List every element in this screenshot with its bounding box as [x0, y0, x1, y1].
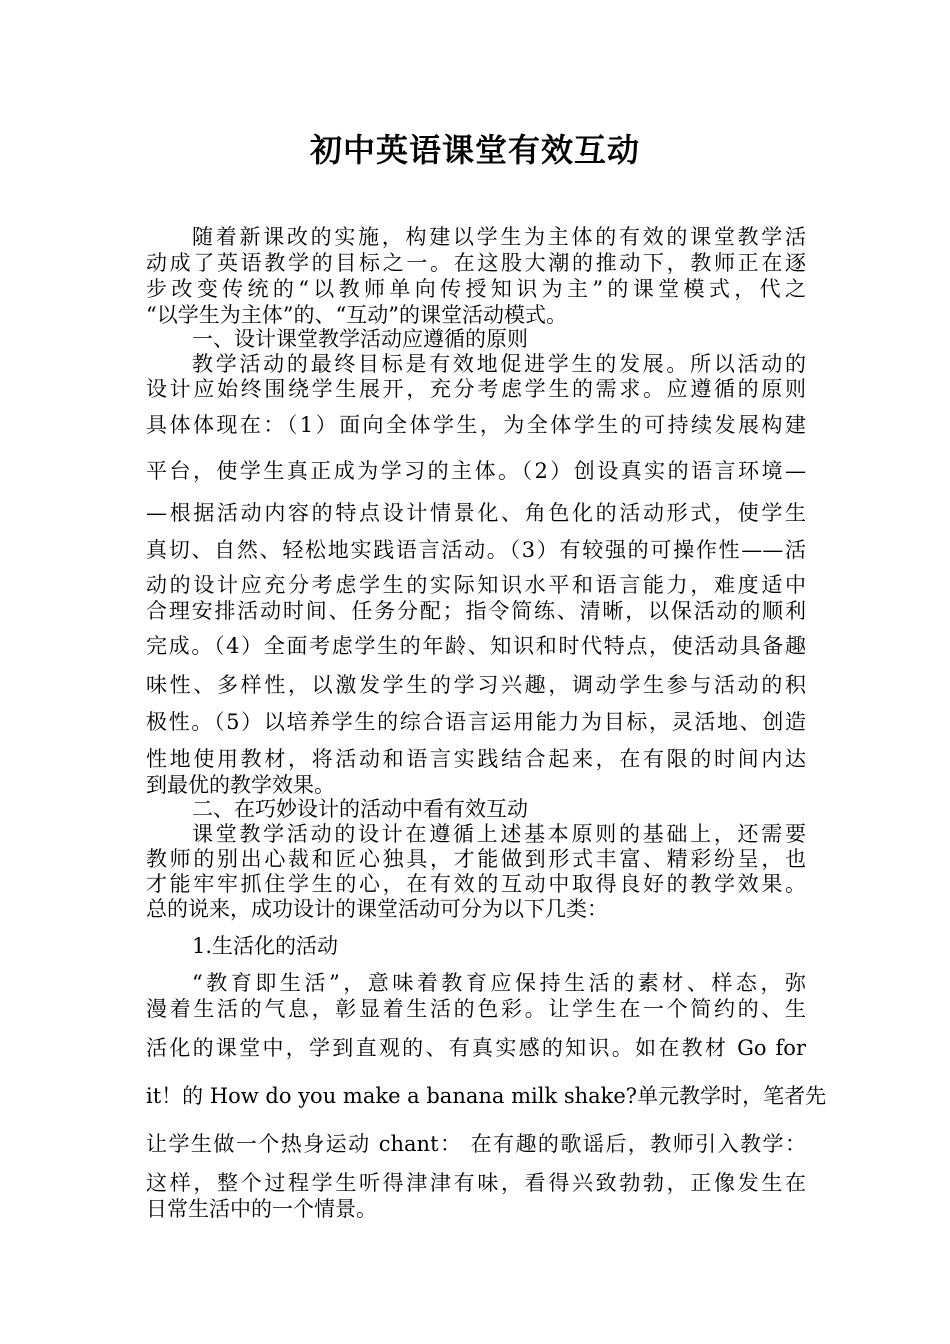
- paragraph-line: 步改变传统的“以教师单向传授知识为主”的课堂模式，代之: [146, 277, 806, 301]
- paragraph-line: 合理安排活动时间、任务分配；指令简练、清晰，以保活动的顺利: [146, 599, 806, 623]
- paragraph-line: 日常生活中的一个情景。: [146, 1197, 377, 1221]
- document-title: 初中英语课堂有效互动: [309, 131, 640, 169]
- paragraph-line: 活化的课堂中，学到直观的、有真实感的知识。如在教材 Go for: [146, 1036, 806, 1060]
- paragraph-line: 动的设计应充分考虑学生的实际知识水平和语言能力，难度适中: [146, 573, 806, 597]
- paragraph-line: 设计应始终围绕学生展开，充分考虑学生的需求。应遵循的原则: [146, 377, 806, 401]
- paragraph-line: 平台，使学生真正成为学习的主体。（2）创设真实的语言环境—: [146, 459, 806, 483]
- paragraph-line: 性地使用教材，将活动和语言实践结合起来，在有限的时间内达: [146, 747, 806, 771]
- paragraph-line: 这样，整个过程学生听得津津有味，看得兴致勃勃，正像发生在: [146, 1171, 806, 1195]
- paragraph-line: 教师的别出心裁和匠心独具，才能做到形式丰富、精彩纷呈，也: [146, 847, 806, 871]
- paragraph-line: 课堂教学活动的设计在遵循上述基本原则的基础上，还需要: [192, 822, 806, 846]
- paragraph-line: 真切、自然、轻松地实践语言活动。（3）有较强的可操作性——活: [146, 538, 806, 562]
- paragraph-line: 随着新课改的实施，构建以学生为主体的有效的课堂教学活: [192, 225, 806, 249]
- subsection-heading: 1.生活化的活动: [192, 934, 339, 958]
- paragraph-line: 具体体现在：（1）面向全体学生，为全体学生的可持续发展构建: [146, 413, 806, 437]
- paragraph-line: 漫着生活的气息，彰显着生活的色彩。让学生在一个简约的、生: [146, 997, 806, 1021]
- paragraph-line: 极性。（5）以培养学生的综合语言运用能力为目标，灵活地、创造: [146, 710, 806, 734]
- paragraph-line: 教学活动的最终目标是有效地促进学生的发展。所以活动的: [192, 352, 806, 376]
- paragraph-line: 动成了英语教学的目标之一。在这股大潮的推动下，教师正在逐: [146, 251, 806, 275]
- paragraph-line: 味性、多样性，以激发学生的学习兴趣，调动学生参与活动的积: [146, 673, 806, 697]
- paragraph-line: “以学生为主体”的、“互动”的课堂活动模式。: [146, 303, 567, 327]
- paragraph-line: —根据活动内容的特点设计情景化、角色化的活动形式，使学生: [146, 501, 806, 525]
- paragraph-line: 让学生做一个热身运动 chant： 在有趣的歌谣后，教师引入教学：: [146, 1132, 806, 1156]
- section-heading: 二、在巧妙设计的活动中看有效互动: [192, 797, 528, 821]
- paragraph-line: 完成。（4）全面考虑学生的年龄、知识和时代特点，使活动具备趣: [146, 634, 806, 658]
- paragraph-line: it！的 How do you make a banana milk shake?单元教学时，笔者先: [146, 1084, 827, 1108]
- paragraph-line: 总的说来，成功设计的课堂活动可分为以下几类：: [146, 897, 608, 921]
- paragraph-line: 才能牢牢抓住学生的心，在有效的互动中取得良好的教学效果。: [146, 872, 806, 896]
- section-heading: 一、设计课堂教学活动应遵循的原则: [192, 327, 528, 351]
- paragraph-line: “教育即生活”，意味着教育应保持生活的素材、样态，弥: [192, 971, 806, 995]
- paragraph-line: 到最优的教学效果。: [146, 773, 335, 797]
